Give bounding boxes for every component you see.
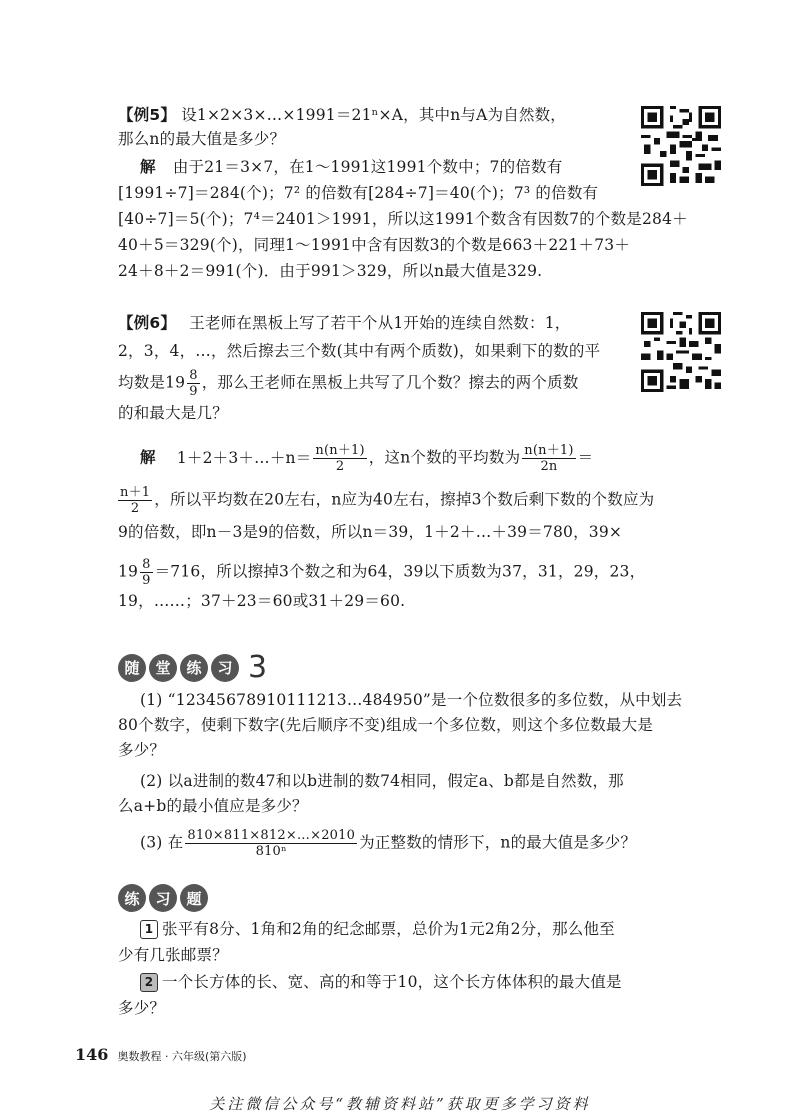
- solution-label: 解: [140, 158, 156, 176]
- example5-question-line1: 【例5】 设1×2×3×…×1991＝21ⁿ×A，其中n与A为自然数，: [118, 106, 567, 124]
- example5-solution-line5: 24＋8＋2＝991(个)．由于991＞329，所以n最大值是329.: [118, 262, 543, 280]
- example6-solution-line5: 19，……；37＋23＝60或31＋29＝60.: [118, 592, 406, 610]
- example6-solution-line2: $\frac{n+1}{2}$ ，所以平均数在20左右，n应为40左右，擦掉3个数后剩下数的个数应为: [120, 485, 655, 516]
- example6-question-line1: 【例6】 王老师在黑板上写了若干个从1开始的连续自然数：1，: [118, 314, 571, 332]
- heading-badge: 练: [118, 884, 146, 912]
- example5-solution-line2: [1991÷7]＝284(个)；7² 的倍数有[284÷7]＝40(个)；7³ 的倍数有: [118, 184, 599, 202]
- example6-question-line2: 2，3，4，…，然后擦去三个数(其中有两个质数)，如果剩下的数的平: [118, 342, 601, 360]
- exercise2-line2: 多少？: [118, 999, 166, 1017]
- practice-item2-line2: 么a+b的最小值应是多少？: [118, 797, 308, 815]
- example5-solution-line1: 解 由于21＝3×7，在1～1991这1991个数中；7的倍数有: [140, 158, 563, 176]
- exercise1-line2: 少有几张邮票？: [118, 946, 228, 964]
- fraction: $\frac{n+1}{2}$: [120, 485, 151, 516]
- fraction: $\frac{810\times 811\times 812\times\dots\times 2010}{\text{810ⁿ}}$: [187, 828, 356, 859]
- exercise-number: 1: [140, 920, 158, 939]
- book-title: 奥数教程 · 六年级(第六版): [117, 1050, 247, 1063]
- fraction: $\frac{8}{9}$: [142, 557, 151, 588]
- fraction: $\frac{n(n+1)}{2n}$: [524, 443, 574, 474]
- watermark-text: 关注微信公众号“教辅资料站”获取更多学习资料: [209, 1095, 591, 1113]
- exercises-heading: [118, 884, 208, 912]
- exercise1-line1: 1 张平有8分、1角和2角的纪念邮票，总价为1元2角2分，那么他至: [140, 918, 615, 940]
- practice-item1-line1: (1) “12345678910111213…484950”是一个位数很多的多位数，从中划去: [140, 691, 683, 709]
- heading-badge: 题: [180, 884, 208, 912]
- heading-badge: 练: [180, 654, 208, 682]
- example6-label: 【例6】: [118, 314, 177, 332]
- practice-number: 3: [248, 650, 268, 685]
- exercise2-line1: 2 一个长方体的长、宽、高的和等于10，这个长方体体积的最大值是: [140, 971, 622, 993]
- practice-item3: (3) 在 $\frac{810\times 811\times 812\times\dots\times 2010}{\text{810ⁿ}}$ 为正整数的情形下，n的最大值是多少？: [140, 828, 637, 859]
- heading-badge: 习: [211, 654, 239, 682]
- fraction: $\frac{8}{9}$: [189, 368, 198, 399]
- qr-code-icon[interactable]: [641, 106, 721, 186]
- practice-heading: [118, 650, 267, 685]
- example5-solution-line3: [40÷7]＝5(个)；7⁴＝2401＞1991，所以这1991个数含有因数7的个数是284＋: [118, 210, 688, 228]
- page-footer: [75, 1045, 247, 1064]
- heading-badge: 随: [118, 654, 146, 682]
- page-number: 146: [75, 1045, 109, 1064]
- example5-question-line2: 那么n的最大值是多少？: [118, 130, 286, 148]
- heading-badge: 堂: [149, 654, 177, 682]
- qr-code-icon[interactable]: [641, 312, 721, 392]
- example6-question-line3: 均数是19 $\frac{8}{9}$ ，那么王老师在黑板上共写了几个数？擦去的两个质数: [118, 368, 579, 399]
- heading-badge: 习: [149, 884, 177, 912]
- solution-label: 解: [140, 448, 156, 467]
- practice-item1-line2: 80个数字，使剩下数字(先后顺序不变)组成一个多位数，则这个多位数最大是: [118, 716, 654, 734]
- example6-solution-line3: 9的倍数，即n－3是9的倍数，所以n＝39，1＋2＋…＋39＝780，39×: [118, 523, 623, 541]
- example6-question-line4: 的和最大是几？: [118, 404, 228, 422]
- fraction: $\frac{n(n+1)}{2}$: [315, 443, 365, 474]
- exercise-number: 2: [140, 973, 158, 992]
- example6-solution-line1: 解 1＋2＋3＋…＋n＝ $\frac{n(n+1)}{2}$ ，这n个数的平均数为 $\frac{n(n+1)}{2n}$ ＝: [140, 443, 594, 474]
- practice-item2-line1: (2) 以a进制的数47和以b进制的数74相同，假定a、b都是自然数，那: [140, 772, 624, 790]
- example5-label: 【例5】: [118, 106, 177, 124]
- practice-item1-line3: 多少？: [118, 741, 166, 759]
- example5-solution-line4: 40＋5＝329(个)，同理1～1991中含有因数3的个数是663＋221＋73＋: [118, 236, 631, 254]
- example6-solution-line4: 19 $\frac{8}{9}$ ＝716，所以擦掉3个数之和为64，39以下质数为37，31，29，23，: [118, 557, 646, 588]
